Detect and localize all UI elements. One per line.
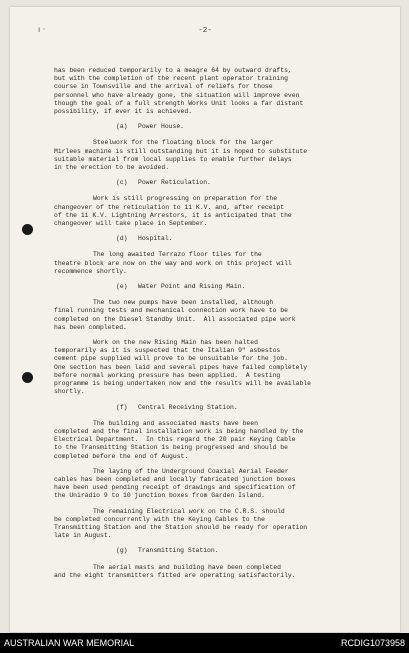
paragraph: Work is still progressing on preparation for the changeover of the reticulation to 11 K.V. and, after receipt of the 11 K.V. Lightning Arrestors, it is anticipated that the changeover will take place in September. [54, 195, 292, 228]
section-label: (a) [116, 123, 128, 131]
paragraph: Steelwork for the floating block for the larger Mirlees machine is still outstanding but it is hoped to substitute suitable material from local supplies to enable further delays in the erection to be avoided. [54, 139, 308, 172]
paragraph: The long awaited Terrazo floor tiles for the theatre block are now on the way and work on this project will recommence shortly. [54, 251, 292, 275]
punch-hole [22, 372, 33, 383]
section-heading [116, 123, 384, 131]
paragraph: The building and associated masts have been completed and the final installation work is being handled by the Electrical Department. In this regard the 20 pair Keying Cable to the Transmitting Station is being progressed and should be completed before the end of August. [54, 419, 304, 460]
section-label: (g) [116, 547, 128, 555]
paragraph: The laying of the Underground Coaxial Aerial Feeder cables has been completed and locally fabricated junction boxes have been used pending receipt of drawings and specification of the Unirádio 9 to 10 junction boxes from Garden Island. [54, 467, 296, 500]
section-title: Hospital. [138, 235, 173, 243]
section-title: Water Point and Rising Main. [138, 283, 246, 291]
section-title: Power House. [138, 123, 185, 131]
section-heading [116, 547, 384, 555]
section-heading [116, 235, 384, 243]
page-number: -2- [198, 27, 212, 35]
section-title: Power Reticulation. [138, 179, 211, 187]
section-heading [116, 283, 384, 291]
footer-source: AUSTRALIAN WAR MEMORIAL [4, 638, 135, 648]
paragraph: The two new pumps have been installed, although final running tests and mechanical connection work have to be completed on the Diesel Standby Unit. All associated pipe work has been completed. [54, 299, 296, 331]
section-heading [116, 179, 384, 187]
corner-mark: ı · [38, 25, 46, 34]
paragraph: Work on the new Rising Main has been halted temporarily as it is suspected that the Italian 9" asbestos cement pipe supplied will prove to be unsuitable for the job. One section has been laid and several pipes have failed completely before normal working pressure has been applied. A testing programme is being undertaken now and the results will be available shortly. [54, 339, 311, 396]
section-title: Transmitting Station. [138, 547, 219, 555]
section-label: (d) [116, 235, 128, 243]
document-body [54, 67, 384, 587]
punch-hole [22, 224, 33, 235]
section-label: (e) [116, 283, 128, 291]
footer-bar [0, 633, 409, 653]
paragraph: has been reduced temporarily to a meagre 64 by outward drafts, but with the completion of the recent plant operator training course in Townsville and the arrival of reliefs for those personnel who have already gone, the situation will improve even though the goal of a full strength Works Unit looks a far distant possibility, if ever it is achieved. [54, 67, 304, 116]
footer-id: RCDIG1073958 [340, 638, 405, 648]
section-label: (c) [116, 179, 128, 187]
document-page [10, 7, 400, 632]
section-label: (f) [116, 403, 128, 411]
paragraph: The aerial masts and building have been completed and the eight transmitters fitted are operating satisfactorily. [54, 563, 296, 579]
paragraph: The remaining Electrical work on the C.R.S. should be completed concurrently with the Keying Cables to the Transmitting Station and the Station should be ready for operation late in August. [54, 507, 308, 540]
section-heading [116, 404, 384, 412]
section-title: Central Receiving Station. [138, 403, 238, 411]
